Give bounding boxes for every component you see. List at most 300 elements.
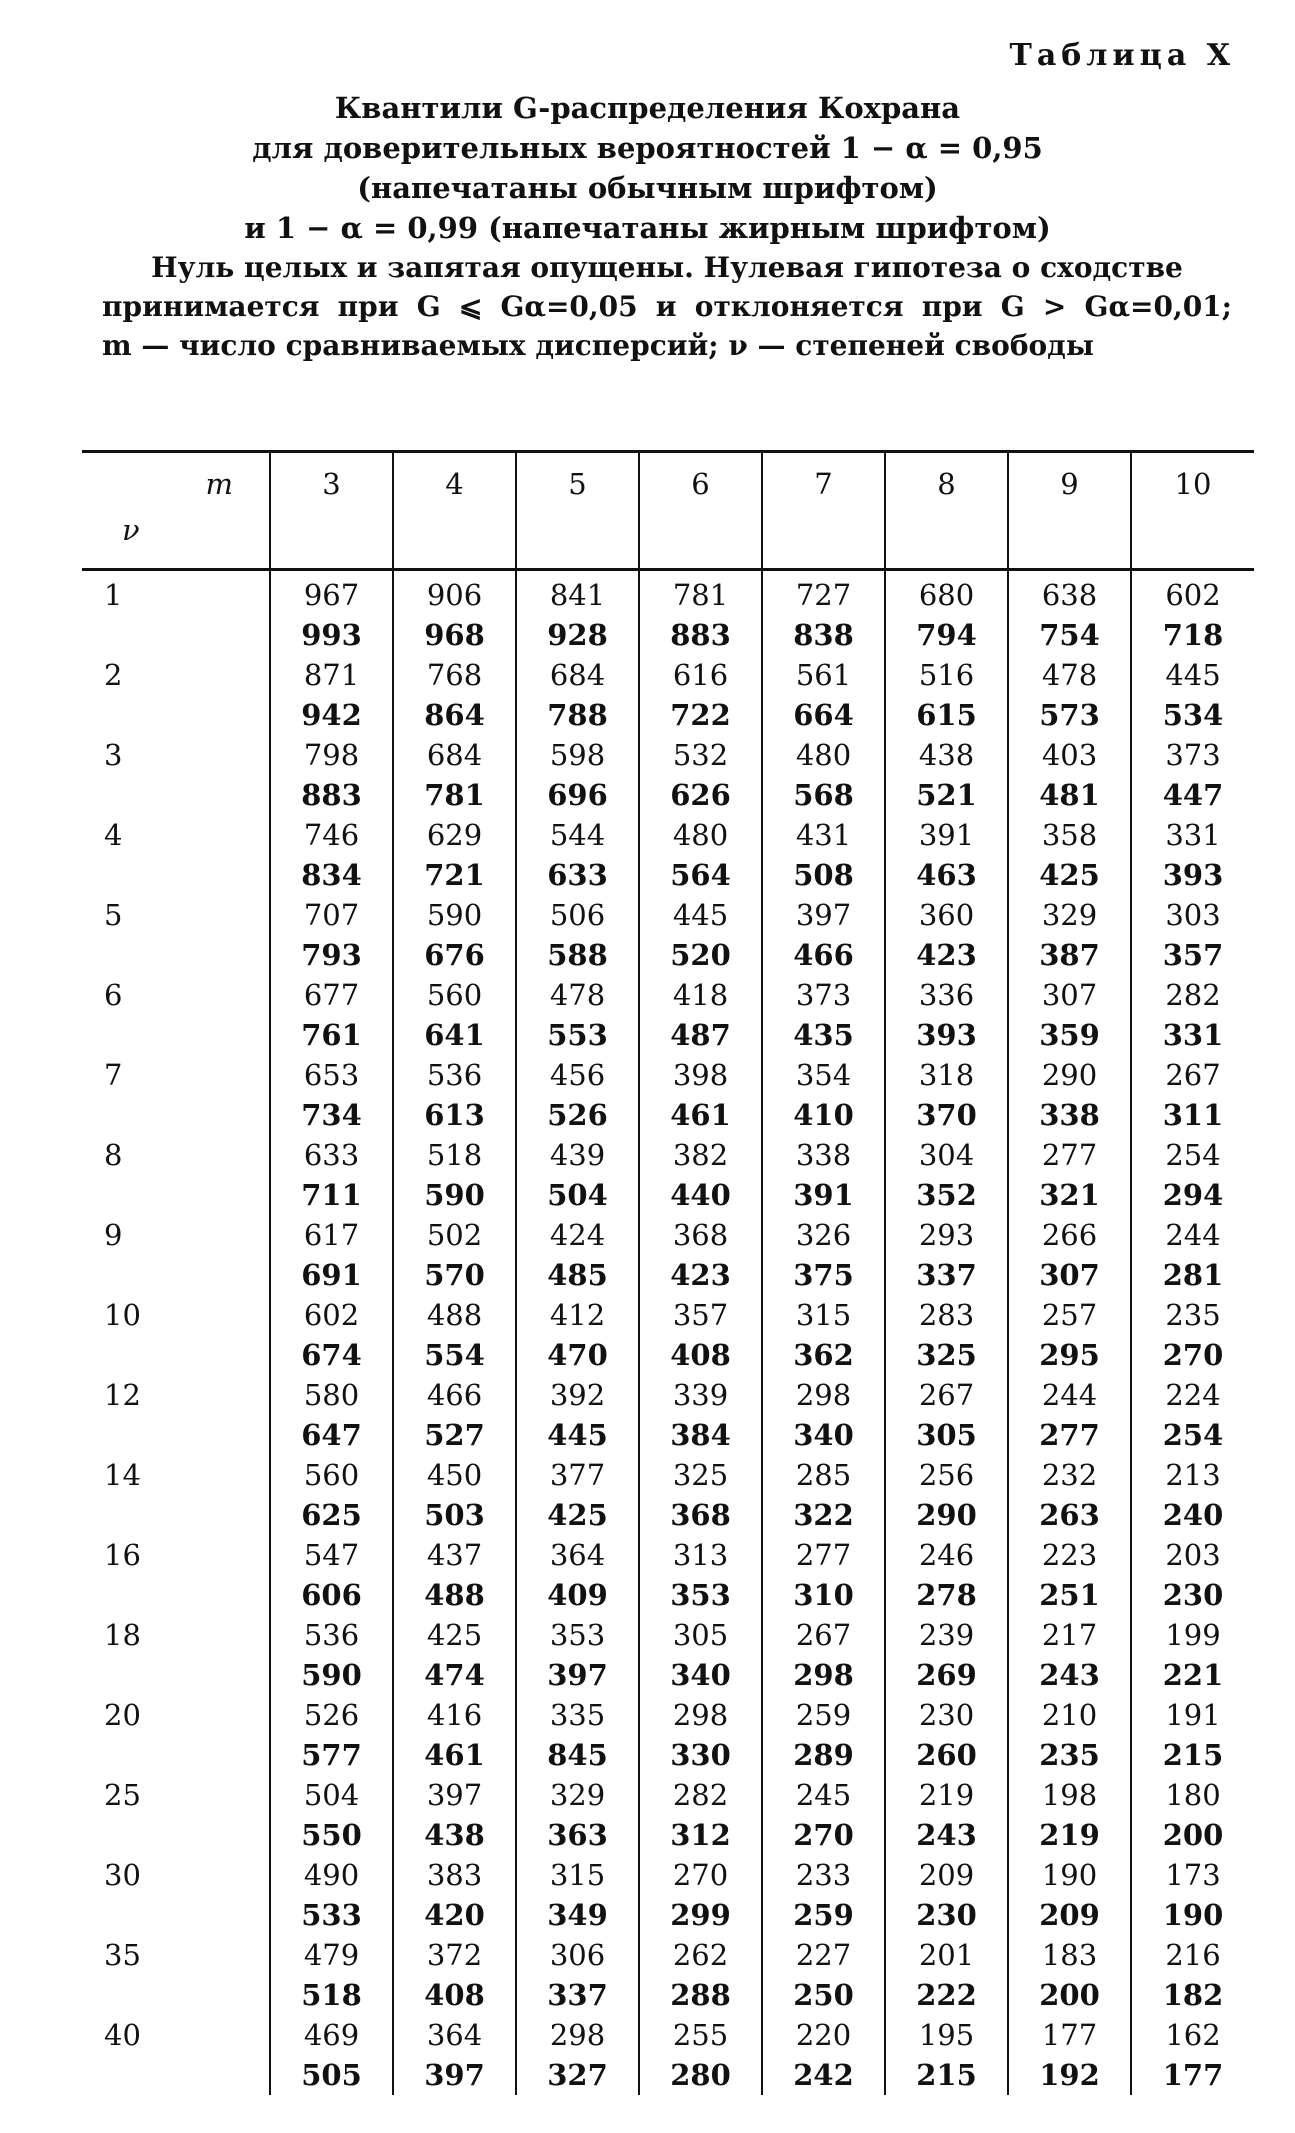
- table-row-099: [82, 855, 1254, 895]
- quantile-cell-095: 244: [1131, 1215, 1254, 1255]
- quantile-cell-099: 337: [516, 1975, 639, 2015]
- quantile-cell-099: 177: [1131, 2055, 1254, 2095]
- quantile-cell-095: 638: [1008, 570, 1131, 616]
- quantile-cell-095: 353: [516, 1615, 639, 1655]
- quantile-cell-099: 353: [639, 1575, 762, 1615]
- quantile-cell-099: 192: [1008, 2055, 1131, 2095]
- quantile-cell-095: 677: [270, 975, 393, 1015]
- quantile-cell-095: 547: [270, 1535, 393, 1575]
- quantile-cell-095: 445: [1131, 655, 1254, 695]
- table-row-095: [82, 815, 1254, 855]
- quantile-cell-095: 480: [639, 815, 762, 855]
- quantile-cell-095: 245: [762, 1775, 885, 1815]
- quantile-cell-099: 305: [885, 1415, 1008, 1455]
- quantile-cell-099: 243: [885, 1815, 1008, 1855]
- quantile-cell-095: 602: [1131, 570, 1254, 616]
- quantile-cell-099: 577: [270, 1735, 393, 1775]
- quantile-cell-095: 424: [516, 1215, 639, 1255]
- nu-cell: 2: [104, 658, 123, 692]
- quantile-cell-099: 993: [270, 615, 393, 655]
- quantile-cell-095: 412: [516, 1295, 639, 1335]
- quantile-cell-099: 349: [516, 1895, 639, 1935]
- nu-cell: [82, 1655, 270, 1695]
- quantile-cell-095: 227: [762, 1935, 885, 1975]
- quantile-cell-099: 325: [885, 1335, 1008, 1375]
- quantile-cell-099: 310: [762, 1575, 885, 1615]
- quantile-cell-099: 397: [516, 1655, 639, 1695]
- quantile-cell-099: 393: [885, 1015, 1008, 1055]
- nu-cell: 35: [104, 1938, 141, 1972]
- quantile-cell-099: 370: [885, 1095, 1008, 1135]
- quantile-cell-095: 439: [516, 1135, 639, 1175]
- quantile-cell-099: 711: [270, 1175, 393, 1215]
- quantile-cell-099: 664: [762, 695, 885, 735]
- quantile-cell-095: 267: [762, 1615, 885, 1655]
- quantile-cell-095: 213: [1131, 1455, 1254, 1495]
- nu-cell: 12: [104, 1378, 141, 1412]
- quantile-cell-099: 340: [762, 1415, 885, 1455]
- quantile-cell-095: 325: [639, 1455, 762, 1495]
- quantile-cell-095: 217: [1008, 1615, 1131, 1655]
- quantile-cell-099: 200: [1131, 1815, 1254, 1855]
- quantile-cell-099: 461: [393, 1735, 516, 1775]
- quantile-cell-095: 306: [516, 1935, 639, 1975]
- quantile-cell-099: 521: [885, 775, 1008, 815]
- quantile-cell-095: 285: [762, 1455, 885, 1495]
- quantile-cell-099: 438: [393, 1815, 516, 1855]
- quantile-cell-095: 199: [1131, 1615, 1254, 1655]
- quantile-cell-099: 615: [885, 695, 1008, 735]
- quantile-cell-095: 397: [393, 1775, 516, 1815]
- quantile-cell-099: 250: [762, 1975, 885, 2015]
- quantile-cell-095: 456: [516, 1055, 639, 1095]
- quantile-cell-095: 198: [1008, 1775, 1131, 1815]
- nu-cell: [82, 1895, 270, 1935]
- column-header: 7: [762, 452, 885, 570]
- quantile-cell-099: 222: [885, 1975, 1008, 2015]
- quantile-cell-095: 506: [516, 895, 639, 935]
- nu-cell: [82, 1015, 270, 1055]
- quantile-cell-095: 259: [762, 1695, 885, 1735]
- quantile-cell-095: 504: [270, 1775, 393, 1815]
- quantile-cell-099: 387: [1008, 935, 1131, 975]
- quantile-cell-095: 437: [393, 1535, 516, 1575]
- quantile-cell-099: 554: [393, 1335, 516, 1375]
- cochran-table-container: [82, 450, 1254, 2095]
- quantile-cell-095: 239: [885, 1615, 1008, 1655]
- quantile-cell-099: 838: [762, 615, 885, 655]
- quantile-cell-095: 746: [270, 815, 393, 855]
- quantile-cell-099: 270: [762, 1815, 885, 1855]
- quantile-cell-095: 560: [270, 1455, 393, 1495]
- quantile-cell-099: 481: [1008, 775, 1131, 815]
- quantile-cell-099: 526: [516, 1095, 639, 1135]
- quantile-cell-095: 617: [270, 1215, 393, 1255]
- table-row-095: [82, 1615, 1254, 1655]
- table-row-099: [82, 775, 1254, 815]
- nu-cell: [82, 1175, 270, 1215]
- quantile-cell-099: 445: [516, 1415, 639, 1455]
- quantile-cell-099: 754: [1008, 615, 1131, 655]
- quantile-cell-095: 768: [393, 655, 516, 695]
- quantile-cell-095: 526: [270, 1695, 393, 1735]
- quantile-cell-095: 223: [1008, 1535, 1131, 1575]
- quantile-cell-099: 312: [639, 1815, 762, 1855]
- table-row-099: [82, 695, 1254, 735]
- quantile-cell-095: 478: [516, 975, 639, 1015]
- quantile-cell-095: 329: [1008, 895, 1131, 935]
- quantile-cell-095: 277: [762, 1535, 885, 1575]
- quantile-cell-099: 221: [1131, 1655, 1254, 1695]
- table-row-095: [82, 1055, 1254, 1095]
- table-row-099: [82, 1655, 1254, 1695]
- quantile-cell-099: 864: [393, 695, 516, 735]
- quantile-cell-099: 270: [1131, 1335, 1254, 1375]
- quantile-cell-099: 338: [1008, 1095, 1131, 1135]
- quantile-cell-095: 283: [885, 1295, 1008, 1335]
- quantile-cell-099: 696: [516, 775, 639, 815]
- quantile-cell-095: 466: [393, 1375, 516, 1415]
- nu-cell: [82, 1095, 270, 1135]
- column-header: 5: [516, 452, 639, 570]
- quantile-cell-099: 794: [885, 615, 1008, 655]
- quantile-cell-099: 633: [516, 855, 639, 895]
- nu-cell: 30: [104, 1858, 141, 1892]
- table-row-099: [82, 1095, 1254, 1135]
- quantile-cell-099: 368: [639, 1495, 762, 1535]
- quantile-cell-099: 408: [393, 1975, 516, 2015]
- quantile-cell-095: 266: [1008, 1215, 1131, 1255]
- table-row-099: [82, 935, 1254, 975]
- quantile-cell-099: 435: [762, 1015, 885, 1055]
- quantile-cell-099: 845: [516, 1735, 639, 1775]
- nu-cell: 10: [104, 1298, 141, 1332]
- quantile-cell-095: 230: [885, 1695, 1008, 1735]
- table-row-095: [82, 1135, 1254, 1175]
- quantile-cell-095: 190: [1008, 1855, 1131, 1895]
- quantile-cell-095: 906: [393, 570, 516, 616]
- quantile-cell-099: 357: [1131, 935, 1254, 975]
- quantile-cell-095: 416: [393, 1695, 516, 1735]
- quantile-cell-099: 423: [639, 1255, 762, 1295]
- title-line: Квантили G-распределения Кохрана: [334, 91, 961, 125]
- table-row-095: [82, 1775, 1254, 1815]
- header-row: [82, 452, 1254, 570]
- table-note: [102, 248, 1232, 365]
- quantile-cell-095: 616: [639, 655, 762, 695]
- nu-cell: [82, 2055, 270, 2095]
- quantile-cell-095: 544: [516, 815, 639, 855]
- quantile-cell-095: 267: [1131, 1055, 1254, 1095]
- quantile-cell-099: 488: [393, 1575, 516, 1615]
- quantile-cell-099: 590: [270, 1655, 393, 1695]
- quantile-cell-095: 431: [762, 815, 885, 855]
- quantile-cell-099: 553: [516, 1015, 639, 1055]
- nu-cell: 18: [104, 1618, 141, 1652]
- quantile-cell-095: 305: [639, 1615, 762, 1655]
- quantile-cell-099: 254: [1131, 1415, 1254, 1455]
- table-row-095: [82, 1215, 1254, 1255]
- quantile-cell-099: 425: [516, 1495, 639, 1535]
- nu-cell: [82, 935, 270, 975]
- quantile-cell-095: 191: [1131, 1695, 1254, 1735]
- quantile-cell-099: 280: [639, 2055, 762, 2095]
- quantile-cell-099: 613: [393, 1095, 516, 1135]
- quantile-cell-099: 722: [639, 695, 762, 735]
- table-row-095: [82, 1855, 1254, 1895]
- table-row-095: [82, 895, 1254, 935]
- quantile-cell-099: 928: [516, 615, 639, 655]
- table-row-099: [82, 1735, 1254, 1775]
- quantile-cell-095: 307: [1008, 975, 1131, 1015]
- table-row-099: [82, 1175, 1254, 1215]
- quantile-cell-095: 180: [1131, 1775, 1254, 1815]
- quantile-cell-095: 392: [516, 1375, 639, 1415]
- quantile-cell-095: 798: [270, 735, 393, 775]
- quantile-cell-095: 653: [270, 1055, 393, 1095]
- quantile-cell-099: 311: [1131, 1095, 1254, 1135]
- nu-cell: [82, 1735, 270, 1775]
- table-row-095: [82, 1375, 1254, 1415]
- quantile-cell-099: 209: [1008, 1895, 1131, 1935]
- quantile-cell-095: 360: [885, 895, 1008, 935]
- quantile-cell-095: 256: [885, 1455, 1008, 1495]
- quantile-cell-099: 447: [1131, 775, 1254, 815]
- quantile-cell-095: 580: [270, 1375, 393, 1415]
- quantile-cell-095: 358: [1008, 815, 1131, 855]
- quantile-cell-095: 425: [393, 1615, 516, 1655]
- quantile-cell-095: 488: [393, 1295, 516, 1335]
- table-row-095: [82, 975, 1254, 1015]
- quantile-cell-095: 469: [270, 2015, 393, 2055]
- quantile-cell-095: 382: [639, 1135, 762, 1175]
- quantile-cell-099: 508: [762, 855, 885, 895]
- quantile-cell-095: 262: [639, 1935, 762, 1975]
- quantile-cell-099: 691: [270, 1255, 393, 1295]
- quantile-cell-099: 294: [1131, 1175, 1254, 1215]
- quantile-cell-099: 219: [1008, 1815, 1131, 1855]
- quantile-cell-095: 303: [1131, 895, 1254, 935]
- quantile-cell-099: 834: [270, 855, 393, 895]
- quantile-cell-095: 383: [393, 1855, 516, 1895]
- quantile-cell-095: 403: [1008, 735, 1131, 775]
- quantile-cell-095: 398: [639, 1055, 762, 1095]
- quantile-cell-095: 373: [1131, 735, 1254, 775]
- quantile-cell-099: 235: [1008, 1735, 1131, 1775]
- quantile-cell-095: 633: [270, 1135, 393, 1175]
- table-row-095: [82, 655, 1254, 695]
- quantile-cell-099: 647: [270, 1415, 393, 1455]
- quantile-cell-099: 463: [885, 855, 1008, 895]
- table-row-099: [82, 1335, 1254, 1375]
- title-line: для доверительных вероятностей 1 − α = 0,95: [252, 131, 1043, 165]
- quantile-cell-099: 606: [270, 1575, 393, 1615]
- quantile-cell-095: 598: [516, 735, 639, 775]
- quantile-cell-099: 470: [516, 1335, 639, 1375]
- quantile-cell-095: 298: [516, 2015, 639, 2055]
- table-row-099: [82, 1575, 1254, 1615]
- quantile-cell-095: 282: [639, 1775, 762, 1815]
- quantile-cell-099: 425: [1008, 855, 1131, 895]
- quantile-cell-099: 298: [762, 1655, 885, 1695]
- quantile-cell-099: 384: [639, 1415, 762, 1455]
- cochran-table: [82, 450, 1254, 2095]
- quantile-cell-095: 216: [1131, 1935, 1254, 1975]
- title-line: (напечатаны обычным шрифтом): [357, 171, 938, 205]
- quantile-cell-099: 260: [885, 1735, 1008, 1775]
- nu-cell: [82, 695, 270, 735]
- quantile-cell-099: 550: [270, 1815, 393, 1855]
- nu-cell: 40: [104, 2018, 141, 2052]
- quantile-cell-095: 357: [639, 1295, 762, 1335]
- quantile-cell-099: 518: [270, 1975, 393, 2015]
- column-header: 6: [639, 452, 762, 570]
- quantile-cell-095: 536: [270, 1615, 393, 1655]
- column-header: 9: [1008, 452, 1131, 570]
- quantile-cell-099: 393: [1131, 855, 1254, 895]
- quantile-cell-099: 321: [1008, 1175, 1131, 1215]
- quantile-cell-095: 304: [885, 1135, 1008, 1175]
- quantile-cell-095: 841: [516, 570, 639, 616]
- quantile-cell-099: 200: [1008, 1975, 1131, 2015]
- nu-cell: 20: [104, 1698, 141, 1732]
- quantile-cell-099: 534: [1131, 695, 1254, 735]
- quantile-cell-095: 480: [762, 735, 885, 775]
- quantile-cell-099: 487: [639, 1015, 762, 1055]
- quantile-cell-099: 240: [1131, 1495, 1254, 1535]
- nu-cell: [82, 1575, 270, 1615]
- nu-cell: [82, 1335, 270, 1375]
- header-corner: [82, 452, 270, 570]
- quantile-cell-099: 466: [762, 935, 885, 975]
- quantile-cell-099: 568: [762, 775, 885, 815]
- nu-cell: [82, 1495, 270, 1535]
- quantile-cell-095: 203: [1131, 1535, 1254, 1575]
- table-row-095: [82, 1935, 1254, 1975]
- quantile-cell-095: 490: [270, 1855, 393, 1895]
- table-title: [0, 88, 1295, 248]
- quantile-cell-099: 626: [639, 775, 762, 815]
- quantile-cell-095: 254: [1131, 1135, 1254, 1175]
- quantile-cell-095: 282: [1131, 975, 1254, 1015]
- quantile-cell-099: 793: [270, 935, 393, 975]
- table-row-099: [82, 1815, 1254, 1855]
- quantile-cell-095: 210: [1008, 1695, 1131, 1735]
- quantile-cell-099: 259: [762, 1895, 885, 1935]
- nu-cell: 1: [104, 578, 123, 612]
- quantile-cell-095: 516: [885, 655, 1008, 695]
- nu-cell: 14: [104, 1458, 141, 1492]
- quantile-cell-099: 278: [885, 1575, 1008, 1615]
- quantile-cell-095: 397: [762, 895, 885, 935]
- quantile-cell-099: 718: [1131, 615, 1254, 655]
- quantile-cell-095: 336: [885, 975, 1008, 1015]
- quantile-cell-095: 232: [1008, 1455, 1131, 1495]
- quantile-cell-099: 215: [885, 2055, 1008, 2095]
- quantile-cell-099: 391: [762, 1175, 885, 1215]
- table-row-099: [82, 1015, 1254, 1055]
- column-header: 4: [393, 452, 516, 570]
- quantile-cell-099: 269: [885, 1655, 1008, 1695]
- quantile-cell-099: 299: [639, 1895, 762, 1935]
- quantile-cell-095: 329: [516, 1775, 639, 1815]
- quantile-cell-099: 461: [639, 1095, 762, 1135]
- quantile-cell-095: 177: [1008, 2015, 1131, 2055]
- quantile-cell-099: 410: [762, 1095, 885, 1135]
- nu-axis-label: ν: [122, 513, 140, 547]
- quantile-cell-095: 318: [885, 1055, 1008, 1095]
- quantile-cell-099: 182: [1131, 1975, 1254, 2015]
- quantile-cell-095: 298: [762, 1375, 885, 1415]
- nu-cell: 25: [104, 1778, 141, 1812]
- quantile-cell-095: 502: [393, 1215, 516, 1255]
- quantile-cell-095: 339: [639, 1375, 762, 1415]
- quantile-cell-095: 293: [885, 1215, 1008, 1255]
- quantile-cell-095: 315: [762, 1295, 885, 1335]
- quantile-cell-099: 277: [1008, 1415, 1131, 1455]
- quantile-cell-099: 761: [270, 1015, 393, 1055]
- quantile-cell-095: 209: [885, 1855, 1008, 1895]
- quantile-cell-099: 570: [393, 1255, 516, 1295]
- quantile-cell-095: 479: [270, 1935, 393, 1975]
- quantile-cell-099: 352: [885, 1175, 1008, 1215]
- column-header: 3: [270, 452, 393, 570]
- quantile-cell-095: 450: [393, 1455, 516, 1495]
- quantile-cell-095: 220: [762, 2015, 885, 2055]
- quantile-cell-099: 573: [1008, 695, 1131, 735]
- nu-cell: 4: [104, 818, 123, 852]
- quantile-cell-095: 377: [516, 1455, 639, 1495]
- nu-cell: [82, 615, 270, 655]
- table-row-099: [82, 1495, 1254, 1535]
- quantile-cell-099: 290: [885, 1495, 1008, 1535]
- quantile-cell-095: 478: [1008, 655, 1131, 695]
- table-row-095: [82, 2015, 1254, 2055]
- quantile-cell-099: 503: [393, 1495, 516, 1535]
- m-axis-label: m: [205, 467, 233, 501]
- table-row-099: [82, 1255, 1254, 1295]
- quantile-cell-099: 289: [762, 1735, 885, 1775]
- quantile-cell-095: 368: [639, 1215, 762, 1255]
- nu-cell: 5: [104, 898, 123, 932]
- nu-cell: 6: [104, 978, 123, 1012]
- quantile-cell-099: 423: [885, 935, 1008, 975]
- quantile-cell-099: 322: [762, 1495, 885, 1535]
- quantile-cell-099: 242: [762, 2055, 885, 2095]
- quantile-cell-095: 313: [639, 1535, 762, 1575]
- quantile-cell-099: 883: [639, 615, 762, 655]
- quantile-cell-095: 438: [885, 735, 1008, 775]
- quantile-cell-095: 364: [393, 2015, 516, 2055]
- quantile-cell-095: 335: [516, 1695, 639, 1735]
- nu-cell: [82, 1415, 270, 1455]
- quantile-cell-099: 190: [1131, 1895, 1254, 1935]
- quantile-cell-099: 533: [270, 1895, 393, 1935]
- table-row-099: [82, 1415, 1254, 1455]
- table-row-095: [82, 570, 1254, 616]
- quantile-cell-099: 883: [270, 775, 393, 815]
- quantile-cell-095: 219: [885, 1775, 1008, 1815]
- quantile-cell-095: 338: [762, 1135, 885, 1175]
- quantile-cell-099: 504: [516, 1175, 639, 1215]
- quantile-cell-095: 326: [762, 1215, 885, 1255]
- quantile-cell-099: 363: [516, 1815, 639, 1855]
- quantile-cell-099: 331: [1131, 1015, 1254, 1055]
- quantile-cell-099: 243: [1008, 1655, 1131, 1695]
- quantile-cell-099: 721: [393, 855, 516, 895]
- table-row-099: [82, 2055, 1254, 2095]
- quantile-cell-099: 788: [516, 695, 639, 735]
